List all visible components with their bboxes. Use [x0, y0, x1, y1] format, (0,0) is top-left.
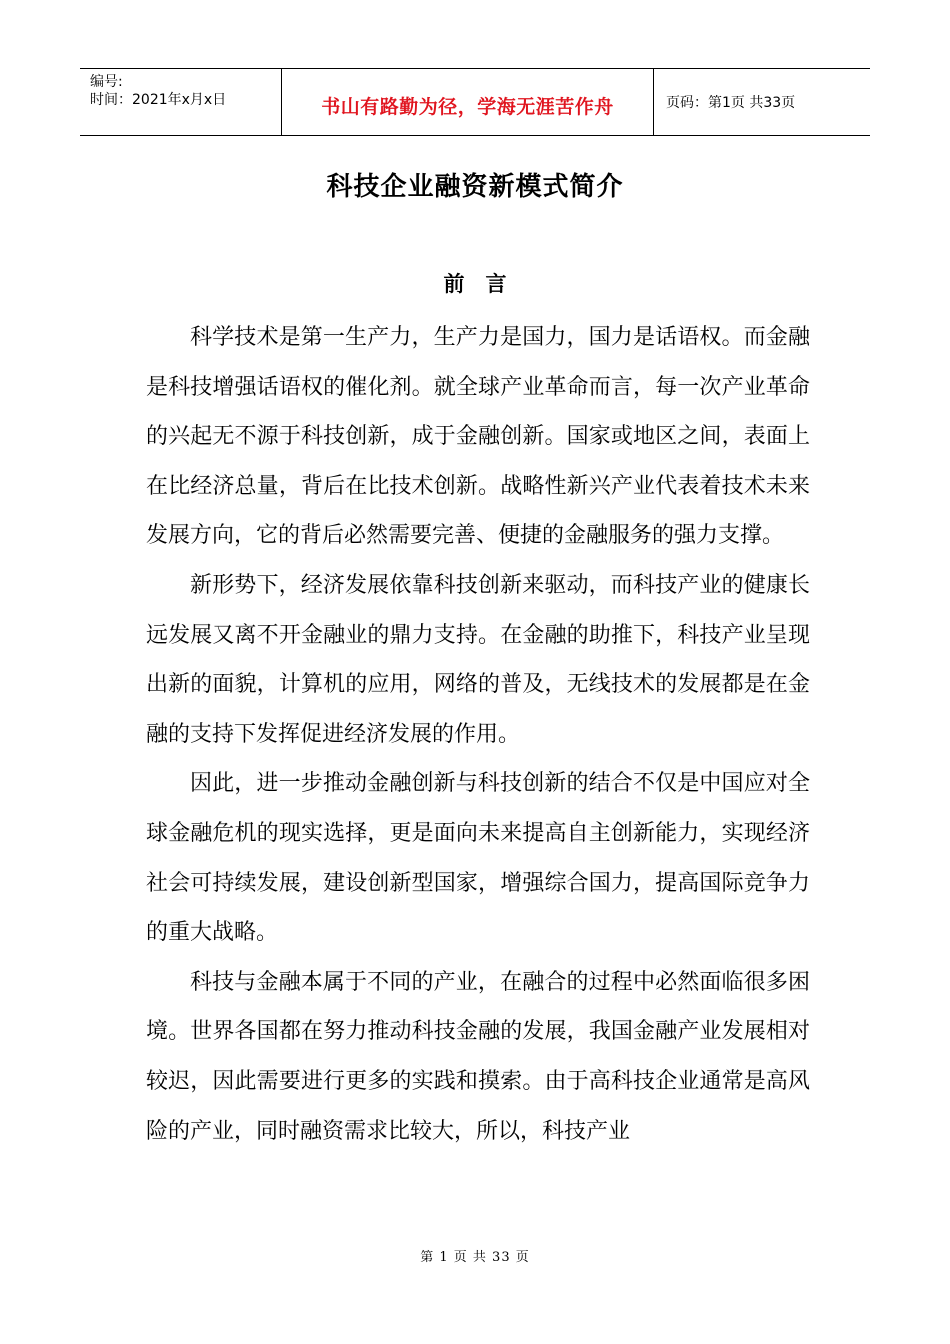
page-header — [80, 68, 870, 136]
header-page-info: 页码：第1页 共33页 — [666, 95, 796, 111]
header-motto: 书山有路勤为径，学海无涯苦作舟 — [321, 95, 614, 118]
section-heading — [0, 268, 950, 298]
header-page-info-cell — [654, 69, 870, 135]
body-paragraph: 科学技术是第一生产力，生产力是国力，国力是话语权。而金融是科技增强话语权的催化剂。就全球产业革命而言，每一次产业革命的兴起无不源于科技创新，成于金融创新。国家或地区之间，表面上在比经济总量，背后在比技术创新。战略性新兴产业代表着技术未来发展方向，它的背后必然需要完善、便捷的金融服务的强力支撑。 — [146, 325, 810, 549]
body-paragraph: 新形势下，经济发展依靠科技创新来驱动，而科技产业的健康长远发展又离不开金融业的鼎力支持。在金融的助推下，科技产业呈现出新的面貌，计算机的应用，网络的普及，无线技术的发展都是在金融的支持下发挥促进经济发展的作用。 — [146, 572, 810, 747]
document-title: 科技企业融资新模式简介 — [326, 172, 624, 202]
section-heading-text: 前言 — [443, 271, 528, 296]
document-body — [146, 313, 810, 1156]
header-motto-cell — [282, 69, 654, 135]
document-time-label: 时间：2021年x月x日 — [90, 92, 227, 108]
body-paragraph: 科技与金融本属于不同的产业，在融合的过程中必然面临很多困境。世界各国都在努力推动科技金融的发展，我国金融产业发展相对较迟，因此需要进行更多的实践和摸索。由于高科技企业通常是高风险的产业，同时融资需求比较大，所以，科技产业 — [146, 969, 810, 1144]
body-paragraph: 因此，进一步推动金融创新与科技创新的结合不仅是中国应对全球金融危机的现实选择，更是面向未来提高自主创新能力，实现经济社会可持续发展，建设创新型国家，增强综合国力，提高国际竞争力的重大战略。 — [146, 771, 810, 946]
header-meta — [80, 69, 282, 135]
document-number-label: 编号: — [90, 74, 123, 90]
page-footer: 第 1 页 共 33 页 — [420, 1250, 530, 1265]
